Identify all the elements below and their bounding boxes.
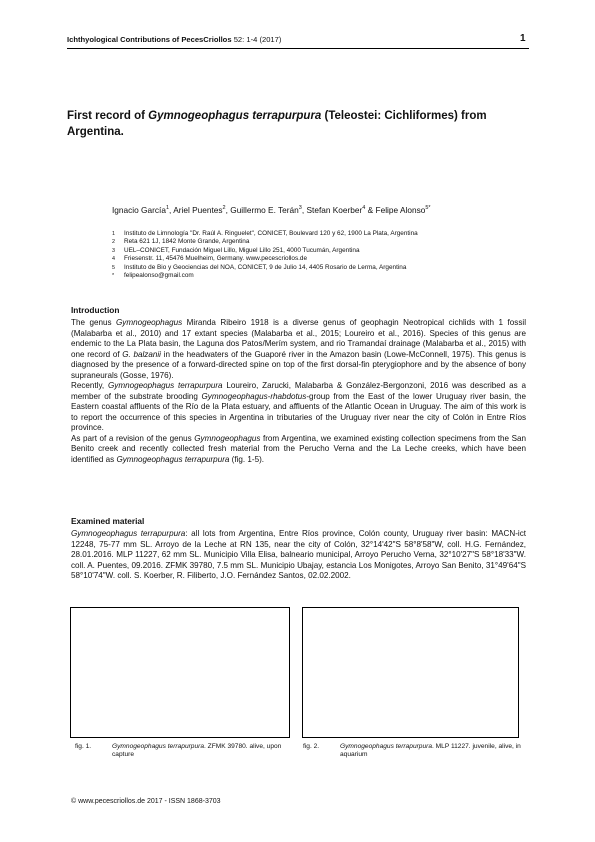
- title-species: Gymnogeophagus terrapurpura: [148, 110, 322, 122]
- journal-name: Ichthyological Contributions of PecesCriollos: [67, 35, 232, 44]
- article-title: First record of Gymnogeophagus terrapurpura (Teleostei: Cichliformes) from Argentina.: [67, 110, 487, 138]
- examined-paragraph: Gymnogeophagus terrapurpura: all lots from Argentina, Entre Ríos province, Colón county, Uruguay river basin: MACN-ict 12248, 75-77 mm SL. Arroyo de la Leche at RN 135, near the city of Colón, 32°14'42"S 58°8'58"W, coll. H.G. Fernández, 28.01.2016. MLP 11227, 62 mm SL. Municipio Villa Elisa, balneario municipal, Arroyo Perucho Verna, 32°10'27"S 58°18'33"W. coll. A. Puentes, 09.2016. ZFMK 39780, 7.5 mm SL. Municipio Ubajay, estancia Los Monigotes, Arroyo San Benito, 31°49'64"S 58°10'74"W. coll. S. Koerber, R. Filiberto, J.O. Fernández Santos, 02.02.2002.: [71, 529, 526, 580]
- figure-2-caption: fig. 2. Gymnogeophagus terrapurpura. MLP 11227. juvenile, alive, in aquarium: [303, 743, 521, 759]
- intro-paragraph-2: Recently, Gymnogeophagus terrapurpura Loureiro, Zarucki, Malabarba & González-Bergonzoni, 2016 was described as a member of the substrate brooding Gymnogeophagus-rhabdotus-group from the East of the lower Uruguay river basin, the Eastern coastal affluents of the Río de la Plata estuary, and affluents of the Atlantic Ocean in Uruguay. The aim of this work is to report the occurrence of this species in Argentina in tributaries of the Uruguay river near the city of Colón in Entre Ríos province.: [71, 381, 527, 432]
- author-affiliation-mark: 5*: [425, 205, 431, 212]
- author-name: Felipe Alonso: [375, 205, 426, 215]
- affiliation-item: 1 Instituto de Limnología "Dr. Raúl A. Ringuelet", CONICET, Boulevard 120 y 62, 1900 La Plata, Argentina: [112, 230, 418, 237]
- author-name: Ignacio García: [112, 205, 166, 215]
- affiliation-list: [112, 230, 532, 280]
- intro-paragraph-1: The genus Gymnogeophagus Miranda Ribeiro 1918 is a diverse genus of geophagin Neotropical cichlids with 1 fossil (Malabarba et al., 2010) and 17 extant species (Malabarba et al., 2015; Loureiro et al., 2016). Species of this genus are endemic to the La Plata basin, the Laguna dos Patos/Merím system, and rio Tramandaí drainage (Malabarba et al., 2015) with one record of G. balzanii in the headwaters of the Guaporé river in the Amazon basin (Lowe-McConnell, 1975). This genus is diagnosed by the presence of a forward-directed spine on top of the first dorsal-fin pterygiophore and by the absence of bony supraneurals (Gosse, 1976).: [71, 318, 526, 380]
- header-rule: [67, 48, 529, 49]
- introduction-body: [71, 318, 526, 465]
- affiliation-item: 4 Friesenstr. 11, 45476 Muelheim, Germany. www.pecescriollos.de: [112, 255, 308, 263]
- examined-material-body: [71, 529, 526, 582]
- author-name: Ariel Puentes: [173, 205, 223, 215]
- author-name: Guillermo E. Terán: [230, 205, 299, 215]
- intro-paragraph-3: As part of a revision of the genus Gymnogeophagus from Argentina, we examined existing collection specimens from the San Benito creek and recently collected fresh material from the Perucho Verna and the La Leche creeks, which have been identified as Gymnogeophagus terrapurpura (fig. 1-5).: [71, 433, 527, 464]
- author-affiliation-mark: 3: [298, 205, 302, 212]
- affiliation-item: 5 Instituto de Bio y Geociencias del NOA, CONICET, 9 de Julio 14, 4405 Rosario de Lerma, Argentina: [112, 263, 407, 271]
- affiliation-item: 3 UEL–CONICET, Fundación Miguel Lillo, Miguel Lillo 251, 4000 Tucumán, Argentina: [112, 246, 360, 254]
- page-number: 1: [520, 33, 526, 44]
- affiliation-item: 2 Reta 621 1J, 1842 Monte Grande, Argentina: [112, 238, 250, 246]
- examined-material-heading: Examined material: [71, 516, 145, 526]
- author-affiliation-mark: 4: [362, 205, 366, 212]
- author-name: Stefan Koerber: [306, 205, 363, 215]
- running-header: [67, 35, 281, 44]
- journal-issue: 52: 1-4 (2017): [233, 35, 282, 44]
- author-list: Ignacio García$^1$, Ariel Puentes$^2$, Guillermo E. Terán$^3$, Stefan Koerber$^4$ & Felipe Alonso$^{5*}$: [112, 205, 431, 215]
- figure-1-label: fig. 1.: [75, 743, 92, 750]
- figure-1-caption: fig. 1. Gymnogeophagus terrapurpura. ZFMK 39780. alive, upon capture: [75, 743, 282, 759]
- figure-2-label: fig. 2.: [303, 743, 320, 750]
- figure-2-image: [302, 607, 519, 738]
- footer-copyright: © www.pecescriollos.de 2017 - ISSN 1868-3703: [71, 798, 221, 805]
- affiliation-item: * felipealonso@gmail.com: [112, 272, 194, 280]
- figure-1-image: [70, 607, 290, 738]
- author-affiliation-mark: 1: [165, 205, 170, 212]
- introduction-heading: Introduction: [71, 305, 120, 315]
- author-affiliation-mark: 2: [222, 205, 226, 212]
